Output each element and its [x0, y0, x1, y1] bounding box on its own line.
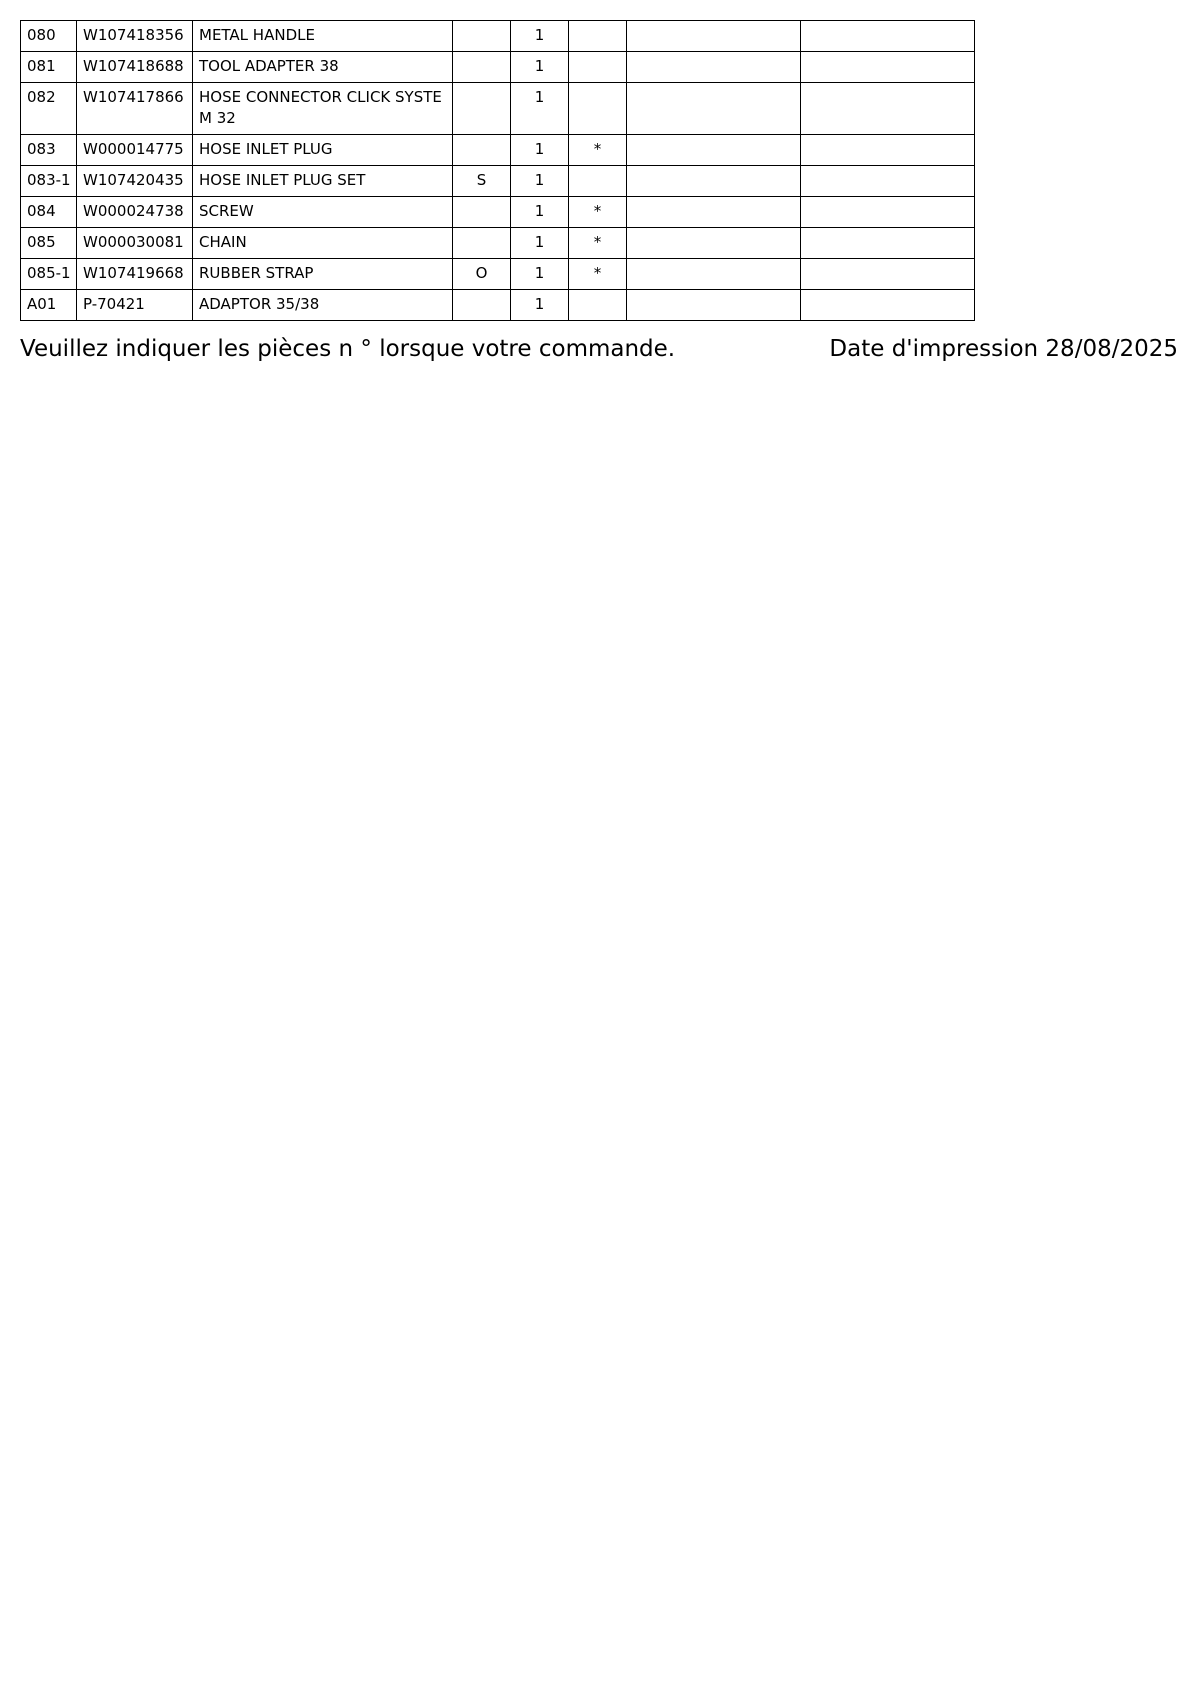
cell-description: RUBBER STRAP	[193, 259, 453, 290]
cell-ref: 083	[21, 135, 77, 166]
cell-quantity: 1	[511, 52, 569, 83]
cell-code	[453, 83, 511, 135]
table-row	[21, 21, 975, 52]
table-row	[21, 259, 975, 290]
cell-blank-2	[801, 290, 975, 321]
cell-mark: *	[569, 197, 627, 228]
cell-blank-1	[627, 52, 801, 83]
table-row	[21, 135, 975, 166]
cell-ref: 085	[21, 228, 77, 259]
cell-part-number: W000030081	[77, 228, 193, 259]
cell-blank-2	[801, 21, 975, 52]
print-date: Date d'impression 28/08/2025	[829, 336, 1178, 362]
cell-part-number: W000024738	[77, 197, 193, 228]
cell-mark: *	[569, 135, 627, 166]
cell-quantity: 1	[511, 135, 569, 166]
cell-blank-1	[627, 166, 801, 197]
table-row	[21, 83, 975, 135]
table-row	[21, 290, 975, 321]
parts-table	[20, 20, 975, 321]
cell-part-number: W000014775	[77, 135, 193, 166]
cell-description: HOSE CONNECTOR CLICK SYSTE M 32	[193, 83, 453, 135]
cell-ref: 085-1	[21, 259, 77, 290]
cell-mark	[569, 166, 627, 197]
cell-blank-1	[627, 83, 801, 135]
cell-quantity: 1	[511, 83, 569, 135]
cell-code	[453, 135, 511, 166]
cell-code	[453, 197, 511, 228]
cell-ref: 084	[21, 197, 77, 228]
cell-mark	[569, 83, 627, 135]
cell-blank-2	[801, 228, 975, 259]
cell-blank-2	[801, 135, 975, 166]
cell-blank-1	[627, 197, 801, 228]
cell-mark	[569, 52, 627, 83]
cell-description: CHAIN	[193, 228, 453, 259]
cell-blank-2	[801, 166, 975, 197]
cell-description: METAL HANDLE	[193, 21, 453, 52]
cell-part-number: W107418356	[77, 21, 193, 52]
table-row	[21, 166, 975, 197]
cell-part-number: P-70421	[77, 290, 193, 321]
cell-quantity: 1	[511, 197, 569, 228]
cell-quantity: 1	[511, 259, 569, 290]
cell-blank-1	[627, 21, 801, 52]
cell-code	[453, 21, 511, 52]
cell-blank-2	[801, 83, 975, 135]
cell-description: SCREW	[193, 197, 453, 228]
cell-description: ADAPTOR 35/38	[193, 290, 453, 321]
cell-code: S	[453, 166, 511, 197]
order-instruction-note: Veuillez indiquer les pièces n ° lorsque votre commande.	[20, 336, 676, 362]
cell-code	[453, 228, 511, 259]
table-row	[21, 197, 975, 228]
cell-part-number: W107417866	[77, 83, 193, 135]
cell-ref: 080	[21, 21, 77, 52]
cell-mark: *	[569, 259, 627, 290]
cell-mark	[569, 290, 627, 321]
cell-blank-1	[627, 135, 801, 166]
cell-blank-2	[801, 197, 975, 228]
cell-quantity: 1	[511, 290, 569, 321]
cell-ref: 083-1	[21, 166, 77, 197]
cell-description: HOSE INLET PLUG	[193, 135, 453, 166]
table-row	[21, 228, 975, 259]
cell-mark: *	[569, 228, 627, 259]
cell-description: TOOL ADAPTER 38	[193, 52, 453, 83]
parts-table-body	[21, 21, 975, 321]
cell-part-number: W107420435	[77, 166, 193, 197]
cell-description: HOSE INLET PLUG SET	[193, 166, 453, 197]
cell-mark	[569, 21, 627, 52]
cell-blank-1	[627, 259, 801, 290]
cell-ref: A01	[21, 290, 77, 321]
cell-part-number: W107419668	[77, 259, 193, 290]
cell-code	[453, 290, 511, 321]
table-row	[21, 52, 975, 83]
cell-blank-2	[801, 52, 975, 83]
cell-quantity: 1	[511, 21, 569, 52]
cell-blank-2	[801, 259, 975, 290]
cell-quantity: 1	[511, 166, 569, 197]
cell-part-number: W107418688	[77, 52, 193, 83]
cell-code: O	[453, 259, 511, 290]
cell-ref: 082	[21, 83, 77, 135]
cell-code	[453, 52, 511, 83]
cell-blank-1	[627, 290, 801, 321]
cell-ref: 081	[21, 52, 77, 83]
cell-quantity: 1	[511, 228, 569, 259]
cell-blank-1	[627, 228, 801, 259]
